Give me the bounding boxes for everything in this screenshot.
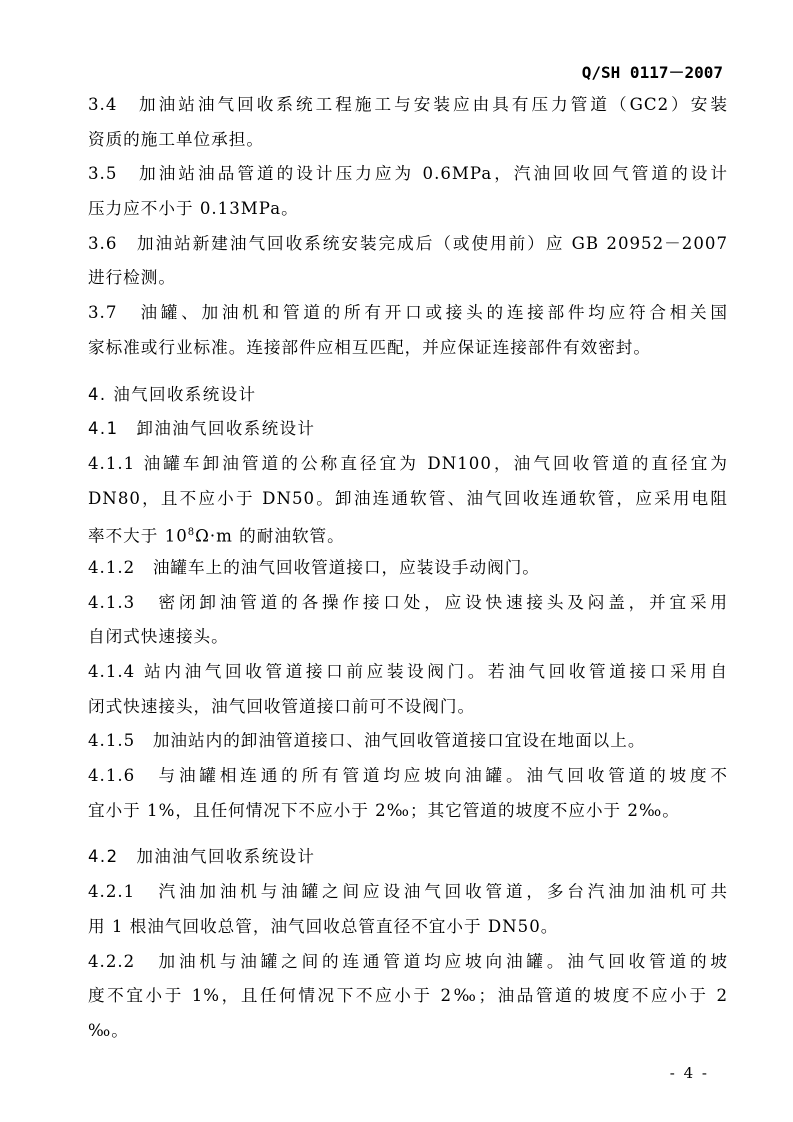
clause-4-2-2-line-2: 度不宜小于 1%，且任何情况下不应小于 2‰；油品管道的坡度不应小于 2 bbox=[88, 986, 728, 1006]
section-heading-4: 4. 油气回收系统设计 bbox=[88, 384, 257, 404]
clause-3-5-line-2: 压力应不小于 0.13MPa。 bbox=[88, 199, 299, 219]
clause-3-4-line-1: 3.4 加油站油气回收系统工程施工与安装应由具有压力管道（GC2）安装 bbox=[88, 95, 728, 114]
clause-4-2-2-line-3: ‰。 bbox=[88, 1020, 129, 1040]
clause-4-1-6-line-2: 宜小于 1%，且任何情况下不应小于 2‰；其它管道的坡度不应小于 2‰。 bbox=[88, 800, 680, 820]
section-heading-4-1: 4.1 卸油油气回收系统设计 bbox=[88, 419, 316, 439]
clause-4-1-6-line-1: 4.1.6 与油罐相连通的所有管道均应坡向油罐。油气回收管道的坡度不 bbox=[88, 766, 728, 786]
clause-3-7-line-1: 3.7 油罐、加油机和管道的所有开口或接头的连接部件均应符合相关国 bbox=[88, 303, 728, 323]
clause-4-2-1-line-1: 4.2.1 汽油加油机与油罐之间应设油气回收管道，多台汽油加油机可共 bbox=[88, 882, 728, 902]
section-spacer bbox=[88, 366, 728, 378]
clause-4-1-4-line-1: 4.1.4 站内油气回收管道接口前应装设阀门。若油气回收管道接口采用自 bbox=[88, 662, 728, 681]
clause-4-1-1-line-3 bbox=[88, 516, 728, 551]
exponent-superscript: 8 bbox=[187, 527, 196, 539]
clause-4-1-5: 4.1.5 加油站内的卸油管道接口、油气回收管道接口宜设在地面以上。 bbox=[88, 731, 646, 751]
clause-4-1-3-line-1: 4.1.3 密闭卸油管道的各操作接口处，应设快速接头及闷盖，并宜采用 bbox=[88, 592, 728, 612]
clause-4-1-1-line-2: DN80，且不应小于 DN50。卸油连通软管、油气回收连通软管，应采用电阻 bbox=[88, 488, 728, 508]
clause-3-4-line-2: 资质的施工单位承担。 bbox=[88, 129, 264, 149]
section-spacer bbox=[88, 828, 728, 840]
section-heading-4-2: 4.2 加油油气回收系统设计 bbox=[88, 847, 316, 867]
standard-code: Q/SH 0117－2007 bbox=[581, 63, 723, 82]
clause-4-1-4-line-2: 闭式快速接头，油气回收管道接口前可不设阀门。 bbox=[88, 696, 476, 716]
clause-4-1-2: 4.1.2 油罐车上的油气回收管道接口，应装设手动阀门。 bbox=[88, 557, 540, 577]
clause-4-1-3-line-2: 自闭式快速接头。 bbox=[88, 627, 229, 647]
clause-3-7-line-2: 家标准或行业标准。连接部件应相互匹配，并应保证连接部件有效密封。 bbox=[88, 337, 651, 357]
clause-3-5-line-1: 3.5 加油站油品管道的设计压力应为 0.6MPa，汽油回收回气管道的设计 bbox=[88, 164, 728, 184]
page-number: - 4 - bbox=[669, 1064, 709, 1082]
clause-4-1-1-text-pre: 率不大于 10 bbox=[88, 526, 188, 546]
clause-4-2-1-line-2: 用 1 根油气回收总管，油气回收总管直径不宜小于 DN50。 bbox=[88, 916, 559, 936]
document-body bbox=[88, 88, 728, 1049]
clause-3-6-line-2: 进行检测。 bbox=[88, 268, 176, 288]
clause-4-1-1-line-1: 4.1.1 油罐车卸油管道的公称直径宜为 DN100，油气回收管道的直径宜为 bbox=[88, 453, 728, 473]
clause-3-6-line-1: 3.6 加油站新建油气回收系统安装完成后（或使用前）应 GB 20952－2007 bbox=[88, 233, 728, 253]
clause-4-1-1-text-post: Ω·m 的耐油软管。 bbox=[195, 526, 345, 546]
clause-4-2-2-line-1: 4.2.2 加油机与油罐之间的连通管道均应坡向油罐。油气回收管道的坡 bbox=[88, 951, 728, 971]
